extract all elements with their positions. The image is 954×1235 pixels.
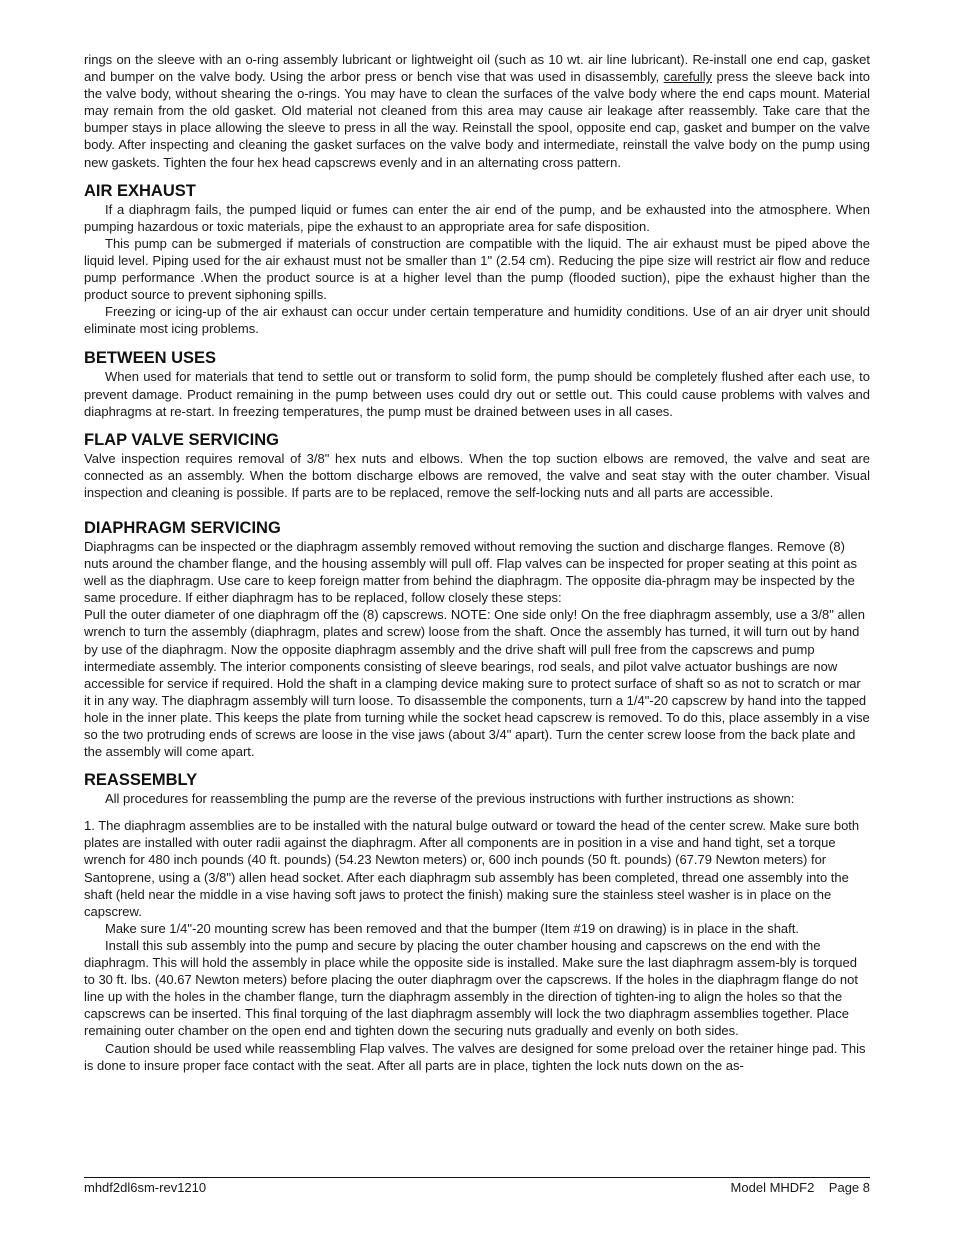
page-body [84, 51, 870, 1074]
air-exhaust-paragraph-1: If a diaphragm fails, the pumped liquid or fumes can enter the air end of the pump, and be exhausted into the atmosphere. When pumping hazardous or toxic materials, pipe the exhaust to an appropriate area for safe disposition. [84, 201, 870, 234]
diaphragm-paragraph-1: Diaphragms can be inspected or the diaphragm assembly removed without removing the suction and discharge flanges. Remove (8) nuts around the chamber flange, and the housing assembly will pull off. Flap valves can be inspected for proper seating at this point as well as the diaphragm. Use care to keep foreign matter from behind the diaphragm. The opposite dia-phragm may be inspected by the same procedure. If either diaphragm has to be replaced, follow closely these steps: [84, 538, 857, 606]
intro-paragraph [84, 51, 870, 171]
heading-reassembly: REASSEMBLY [84, 771, 198, 790]
footer-doc-id: mhdf2dl6sm-rev1210 [84, 1180, 207, 1195]
heading-between-uses: BETWEEN USES [84, 349, 217, 368]
air-exhaust-paragraph-3: Freezing or icing-up of the air exhaust can occur under certain temperature and humidity conditions. Use of an air dryer unit should eliminate most icing problems. [84, 304, 870, 337]
reassembly-step-1: 1. The diaphragm assemblies are to be installed with the natural bulge outward or toward the head of the center screw. Make sure both plates are installed with outer radii against the diaphragm. After all components are in position in a vise and hand tight, set a torque wrench for 480 inch pounds (40 ft. pounds) (54.23 Newton meters) or, 600 inch pounds (50 ft. pounds) (67.79 Newton meters) for Santoprene, using a (3/8") allen head socket. After each diaphragm sub assembly has been completed, thread one assembly into the shaft (held near the middle in a vise having soft jaws to protect the finish) making sure the stainless steel washer is in place on the capscrew. [84, 818, 860, 919]
reassembly-paragraph-5: Caution should be used while reassembling Flap valves. The valves are designed for some preload over the retainer hinge pad. This is done to insure proper face contact with the seat. After all parts are in place, tighten the lock nuts down on the as- [84, 1040, 866, 1073]
footer-model-page: Model MHDF2 Page 8 [730, 1180, 870, 1195]
air-exhaust-paragraph-2: This pump can be submerged if materials of construction are compatible with the liquid. The air exhaust must be piped above the liquid level. Piping used for the air exhaust must not be smaller than 1" (2.54 cm). Reducing the pipe size will restrict air flow and reduce pump performance .When the product source is at a higher level than the pump (flooded suction), pipe the exhaust higher than the product source to prevent siphoning spills. [84, 235, 870, 303]
between-uses-paragraph: When used for materials that tend to settle out or transform to solid form, the pump should be completely flushed after each use, to prevent damage. Product remaining in the pump between uses could dry out or settle out. This could cause problems with valves and diaphragms at re-start. In freezing temperatures, the pump must be drained between uses in all cases. [84, 369, 870, 419]
footer-divider [84, 1177, 870, 1178]
reassembly-paragraph-3: Make sure 1/4"-20 mounting screw has been removed and that the bumper (Item #19 on drawing) is in place in the shaft. [105, 920, 799, 936]
flap-valve-paragraph: Valve inspection requires removal of 3/8" hex nuts and elbows. When the top suction elbows are removed, the valve and seat are connected as an assembly. When the bottom discharge elbows are removed, the valve and seat stay with the outer chamber. Visual inspection and cleaning is possible. If parts are to be replaced, remove the self-locking nuts and all parts are accessible. [84, 450, 870, 500]
diaphragm-paragraph-2: Pull the outer diameter of one diaphragm off the (8) capscrews. NOTE: One side only! On the free diaphragm assembly, use a 3/8" allen wrench to turn the assembly (diaphragm, plates and screw) loose from the shaft. Once the assembly has turned, it will turn out by hand by use of the diaphragm. Now the opposite diaphragm assembly and the drive shaft will pull free from the capscrews and pump [84, 607, 865, 657]
intro-underlined-word: carefully [663, 69, 713, 85]
heading-flap-valve-servicing: FLAP VALVE SERVICING [84, 430, 279, 449]
heading-air-exhaust: AIR EXHAUST [84, 181, 196, 200]
diaphragm-paragraph-3: intermediate assembly. The interior components consisting of sleeve bearings, rod seals, and pilot valve actuator bushings are now accessible for service if required. Hold the shaft in a clamping device making sure to protect surface of shaft so as not to scratch or mar it in any way. The diaphragm assembly will turn loose. To disassemble the components, turn a 1/4"-20 capscrew by hand into the tapped hole in the inner plate. This keeps the plate from turning while the socket head capscrew is removed. To do this, place assembly in a vise so the two protruding ends of screws are loose in the vise jaws (about 3/4" apart). Turn the center screw loose from the back plate and the assembly will come apart. [84, 658, 870, 760]
heading-diaphragm-servicing: DIAPHRAGM SERVICING [84, 518, 281, 537]
reassembly-paragraph-1: All procedures for reassembling the pump are the reverse of the previous instructions with further instructions as shown: [105, 791, 795, 807]
intro-text-1: rings on the sleeve with an o-ring assembly lubricant or lightweight oil (such as 10 wt. air line lubricant). Re-install one end cap, gasket and bumper on the valve body. Using the arbor press or bench vise that was used in disassembly, [84, 52, 870, 85]
reassembly-paragraph-4: Install this sub assembly into the pump and secure by placing the outer chamber housing and capscrews on the end with the diaphragm. This will hold the assembly in place while the opposite side is installed. Make sure the last diaphragm assem-bly is torqued to 30 ft. lbs. (40.67 Newton meters) before placing the outer diaphragm over the capscrews. If the holes in the diaphragm flange do not line up with the holes in the chamber flange, turn the diaphragm assembly in the direction of tighten-ing to align the holes so that the capscrews can be inserted. This final torquing of the last diaphragm assembly will lock the two diaphragm assemblies together. Place remaining outer chamber on the open end and tighten down the securing nuts gradually and evenly on both sides. [84, 937, 858, 1039]
intro-text-2: press the sleeve back into the valve body, without shearing the o-rings. You may have to clean the surfaces of the valve body where the end caps mount. Material may remain from the old gasket. Old material not cleaned from this area may cause air leakage after reassembly. Take care that the bumper stays in place allowing the sleeve to press in all the way. Reinstall the spool, opposite end cap, gasket and bumper on the valve body. After inspecting and cleaning the gasket surfaces on the valve body and intermediate, reinstall the valve body on the pump using new gaskets. Tighten the four hex head capscrews evenly and in an alternating cross pattern. [84, 69, 870, 170]
